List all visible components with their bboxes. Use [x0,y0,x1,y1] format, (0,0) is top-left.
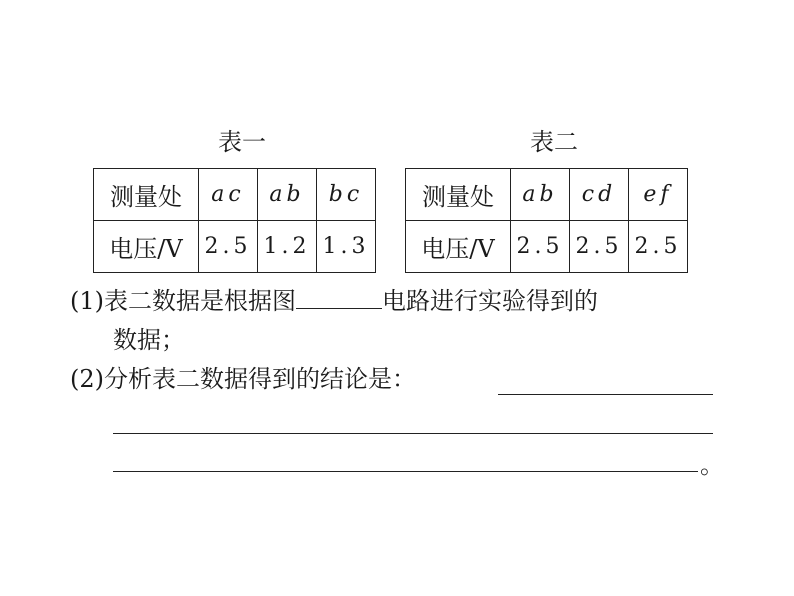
table1-header-ac: ac [199,169,258,221]
table1 [93,168,376,273]
question-1 [70,286,598,316]
table2-header-ab: ab [511,169,570,221]
table2-header-cd: cd [570,169,629,221]
question-1-continued [113,325,185,355]
table1-value-ab: 1.2 [258,221,317,273]
table2-value-cd: 2.5 [570,221,629,273]
table1-header-bc: bc [317,169,376,221]
question-2-text: 分析表二数据得到的结论是： [104,365,416,393]
table2-header-ef: ef [629,169,688,221]
question-1-text-line2: 数据； [113,326,185,354]
question-1-text-before: 表二数据是根据图 [104,287,296,315]
table2-value-ab: 2.5 [511,221,570,273]
table-row [94,221,376,273]
table1-value-bc: 1.3 [317,221,376,273]
question-2-label: (2) [70,365,104,393]
table2-caption: 表二 [530,128,578,156]
table-row [406,221,688,273]
table-row [94,169,376,221]
table1-caption: 表一 [218,128,266,156]
question-1-text-after: 电路进行实验得到的 [382,287,598,315]
question-2-end-mark: 。 [700,451,724,479]
table1-header-location: 测量处 [94,169,199,221]
question-2-answer-line-1[interactable] [498,394,713,395]
question-1-label: (1) [70,287,104,315]
table-row [406,169,688,221]
table2-voltage-label: 电压/V [406,221,511,273]
table2-value-ef: 2.5 [629,221,688,273]
table1-voltage-label: 电压/V [94,221,199,273]
table2 [405,168,688,273]
table1-value-ac: 2.5 [199,221,258,273]
table2-header-location: 测量处 [406,169,511,221]
question-2 [70,364,416,394]
question-1-answer-blank[interactable] [296,286,382,309]
question-2-answer-line-3[interactable] [113,471,698,472]
table1-header-ab: ab [258,169,317,221]
question-2-answer-line-2[interactable] [113,433,713,434]
